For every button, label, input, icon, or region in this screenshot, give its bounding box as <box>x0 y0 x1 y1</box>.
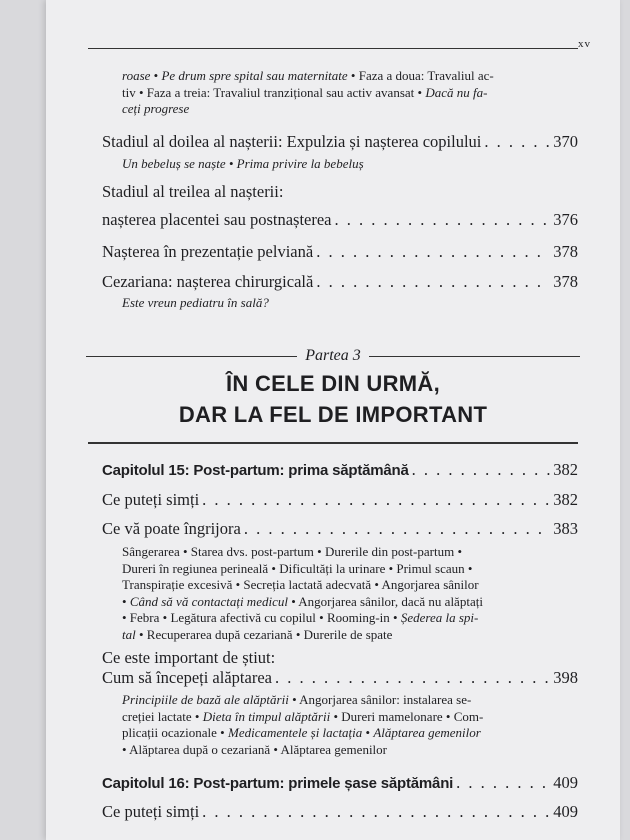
leader-dots <box>202 802 550 822</box>
section-page: 398 <box>553 668 578 687</box>
leader-dots <box>244 519 550 539</box>
section-page: 383 <box>553 519 578 538</box>
text-line <box>122 544 578 561</box>
leader-dots <box>202 490 550 510</box>
italic-text: Principiile de bază ale alăptării <box>122 692 289 707</box>
entry-subtitle: Este vreun pediatru în sală? <box>122 295 269 310</box>
section-page: 382 <box>553 490 578 509</box>
text-segment: Transpirație excesivă • Secreția lactată adecvată • Angorjarea sânilor <box>122 577 479 592</box>
leader-dots <box>484 132 550 152</box>
entry-title: Cezariana: nașterea chirurgicală <box>102 272 314 291</box>
section-title: Ce puteți simți <box>102 802 200 821</box>
part-title-line1: ÎN CELE DIN URMĂ, <box>225 371 441 396</box>
leader-dots <box>316 242 550 262</box>
text-line <box>122 692 578 709</box>
text-line <box>122 577 578 594</box>
entry-title: nașterea placentei sau postnașterea <box>102 210 332 229</box>
text-segment: plicații ocazionale • <box>122 725 228 740</box>
text-segment: • <box>362 725 374 740</box>
entry-page: 378 <box>553 272 578 291</box>
text-line <box>122 85 578 102</box>
chapter-page: 382 <box>553 460 578 479</box>
text-line <box>122 68 578 85</box>
italic-text: ceți progrese <box>122 101 190 116</box>
text-segment: • Febra • Legătura afectivă cu copilul • Rooming-in • <box>122 610 401 625</box>
leader-dots <box>335 210 551 230</box>
text-segment: creției lactate • <box>122 708 203 724</box>
toc-entry-breech[interactable] <box>102 242 578 262</box>
text-line <box>122 101 578 118</box>
text-segment: • Dureri mamelonare • Com- <box>330 708 484 724</box>
text-line <box>122 627 578 644</box>
text-segment: Sângerarea • Starea dvs. post-partum • Durerile din post-partum • <box>122 544 462 559</box>
important-title-line1: Ce este important de știut: <box>102 648 276 667</box>
toc-section-feelings[interactable] <box>102 490 578 510</box>
italic-text: Medicamentele și lactația <box>227 725 363 740</box>
leader-dots <box>456 773 550 793</box>
part-title-line2: DAR LA FEL DE IMPORTANT <box>178 402 488 427</box>
italic-text: Pe drum spre spital sau maternitate <box>161 68 348 83</box>
book-page <box>46 0 620 840</box>
italic-text: tal <box>122 626 136 642</box>
entry-title-line1: Stadiul al treilea al nașterii: <box>102 182 284 201</box>
text-segment: • Faza a doua: Travaliul ac- <box>347 68 494 83</box>
header-rule <box>88 48 578 49</box>
leader-dots <box>412 460 551 480</box>
breastfeeding-topics <box>122 692 578 758</box>
italic-text: Dieta în timpul alăptării <box>202 708 331 724</box>
leader-dots <box>275 668 550 688</box>
toc-entry-stage-three-line1 <box>102 182 578 202</box>
italic-text: Când să vă contactați medicul <box>129 593 288 609</box>
part-label <box>86 347 580 365</box>
toc-chapter-15[interactable] <box>102 460 578 481</box>
top-paragraph <box>122 68 578 118</box>
text-line <box>122 742 578 759</box>
section-title: Ce vă poate îngrijora <box>102 519 241 538</box>
part-rule-left <box>86 356 297 357</box>
toc-chapter-16[interactable] <box>102 773 578 794</box>
text-segment: • <box>122 593 130 609</box>
text-segment: • Recuperarea după cezariană • Durerile de spate <box>135 626 393 642</box>
entry-title: Nașterea în prezentație pelviană <box>102 242 314 261</box>
toc-important-line1 <box>102 648 578 668</box>
section-title: Ce puteți simți <box>102 490 200 509</box>
entry-page: 376 <box>553 210 578 229</box>
text-segment: • Angorjarea sânilor: instalarea se- <box>288 692 472 707</box>
entry-title: Stadiul al doilea al nașterii: Expulzia și nașterea copilului <box>102 132 482 151</box>
section-title: Cum să începeți alăptarea <box>102 668 272 687</box>
text-line <box>122 610 578 627</box>
text-segment: • <box>150 68 162 83</box>
italic-text: Șederea la spi- <box>400 610 479 625</box>
toc-entry-stage-two[interactable] <box>102 132 578 152</box>
entry-subtitle: Un bebeluș se naște • Prima privire la bebeluș <box>122 156 364 171</box>
text-segment: tiv • Faza a treia: Travaliul tranzițional sau activ avansat • <box>122 84 426 100</box>
toc-section-worries[interactable] <box>102 519 578 539</box>
section-page: 409 <box>553 802 578 821</box>
toc-entry-cesarean[interactable] <box>102 272 578 292</box>
toc-section-feelings-16[interactable] <box>102 802 578 822</box>
part-rule-right <box>369 356 580 357</box>
part-title-rule <box>88 442 578 444</box>
toc-entry-stage-three[interactable] <box>102 210 578 230</box>
text-segment: • Alăptarea după o cezariană • Alăptarea gemenilor <box>122 741 387 757</box>
text-segment: Dureri în regiunea perineală • Dificultăți la urinare • Primul scaun • <box>122 560 473 576</box>
italic-text: roase <box>122 68 151 83</box>
entry-page: 378 <box>553 242 578 261</box>
part-label-text: Partea 3 <box>305 347 361 364</box>
worries-topics <box>122 544 578 643</box>
italic-text: Dacă nu fa- <box>425 84 488 100</box>
leader-dots <box>316 272 550 292</box>
page-number: xv <box>578 38 591 50</box>
text-line <box>122 725 578 742</box>
italic-text: Alăptarea gemenilor <box>373 725 481 740</box>
text-segment: • Angorjarea sânilor, dacă nu alăptați <box>287 593 483 609</box>
chapter-page: 409 <box>553 773 578 792</box>
entry-page: 370 <box>553 132 578 151</box>
text-line <box>122 561 578 578</box>
chapter-title: Capitolul 15: Post-partum: prima săptămână <box>102 462 409 479</box>
text-line <box>122 709 578 726</box>
text-line <box>122 594 578 611</box>
chapter-title: Capitolul 16: Post-partum: primele șase săptămâni <box>102 775 454 792</box>
toc-section-breastfeeding[interactable] <box>102 668 578 688</box>
